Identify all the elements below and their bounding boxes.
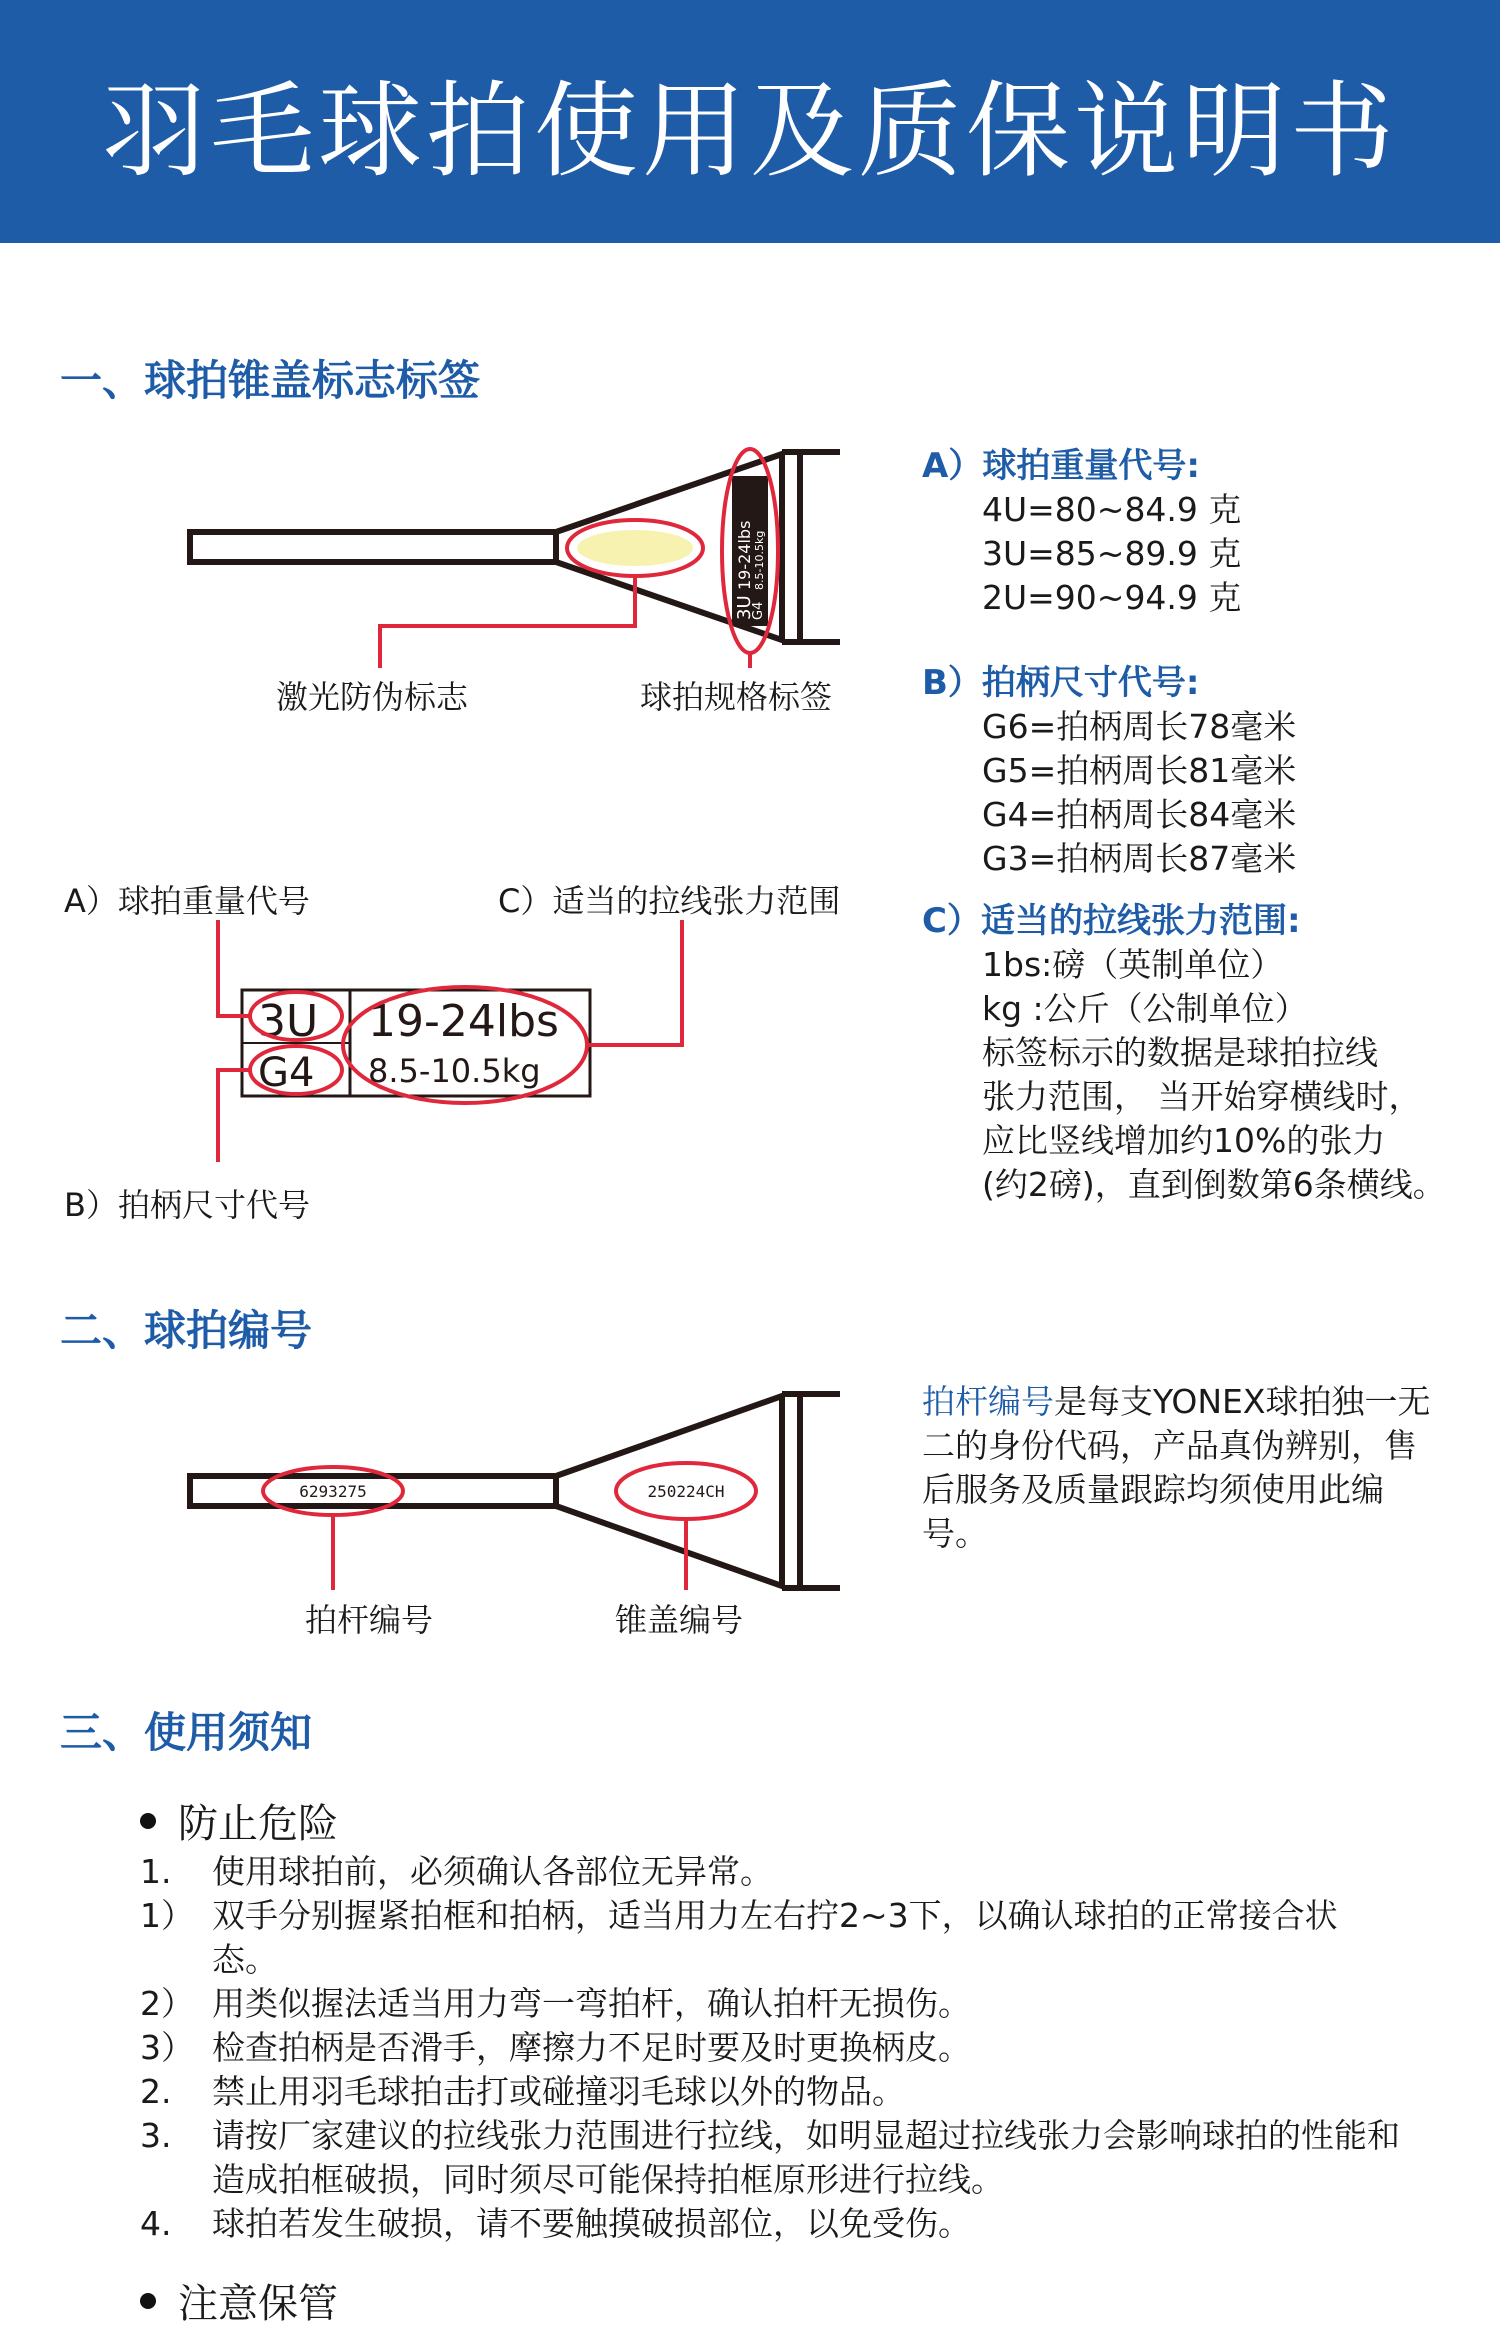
legend-b-line: G5=拍柄周长81毫米 — [982, 751, 1297, 790]
list-item-num: 3） — [140, 2028, 194, 2067]
list-item-num: 2） — [140, 1984, 194, 2023]
legend-c-line: (约2磅)，直到倒数第6条横线。 — [982, 1165, 1446, 1204]
spec-legend — [922, 444, 1446, 1207]
serial-description — [922, 1380, 1442, 1556]
cap-serial: 250224CH — [647, 1482, 725, 1501]
section-3-title: 三、使用须知 — [60, 1708, 313, 1757]
legend-c-line: 标签标示的数据是球拍拉线 — [982, 1033, 1378, 1072]
list-item-num: 4. — [140, 2204, 172, 2243]
legend-c-line: 应比竖线增加约10%的张力 — [982, 1121, 1386, 1160]
zoom-weight: 3U — [258, 996, 319, 1047]
list-item — [140, 1850, 1400, 1894]
sticker-weight: 3U — [734, 595, 755, 620]
bullet-icon — [140, 1813, 156, 1829]
list-item-num: 1. — [140, 1852, 172, 1891]
list-item — [140, 1894, 1400, 1982]
list-item-num: 3. — [140, 2116, 172, 2155]
list-item-num: 2. — [140, 2072, 172, 2111]
legend-b-title: B）拍柄尺寸代号: — [922, 663, 1200, 703]
legend-c-title: C）适当的拉线张力范围: — [922, 901, 1301, 941]
legend-a-line: 3U=85~89.9 克 — [982, 534, 1242, 573]
legend-a-line: 2U=90~94.9 克 — [982, 578, 1242, 617]
list-item-text: 请按厂家建议的拉线张力范围进行拉线，如明显超过拉线张力会影响球拍的性能和造成拍框破损，同时须尽可能保持拍框原形进行拉线。 — [212, 2116, 1400, 2199]
section-2-title: 二、球拍编号 — [60, 1306, 313, 1355]
laser-label: 激光防伪标志 — [276, 678, 469, 716]
zoom-grip: G4 — [258, 1050, 315, 1096]
list-item-text: 双手分别握紧拍框和拍柄，适当用力左右拧2~3下，以确认球拍的正常接合状态。 — [212, 1896, 1338, 1979]
legend-c-line: 张力范围， 当开始穿横线时， — [982, 1077, 1422, 1116]
legend-c-line: kg :公斤（公制单位） — [982, 989, 1308, 1028]
serial-desc-rest: 是每支YONEX球拍独一无二的身份代码，产品真伪辨别，售后服务及质量跟踪均须使用此编号。 — [922, 1382, 1431, 1553]
legend-b-line: G6=拍柄周长78毫米 — [982, 707, 1297, 746]
sticker-zoom-diagram — [200, 920, 700, 1170]
subheading-safety-text: 防止危险 — [178, 1801, 338, 1847]
racket-serial-diagram — [170, 1380, 870, 1630]
cap-serial-label: 锥盖编号 — [615, 1601, 744, 1639]
subheading-safety — [140, 1792, 338, 1849]
legend-b-line: G3=拍柄周长87毫米 — [982, 839, 1297, 878]
list-item-text: 使用球拍前，必须确认各部位无异常。 — [212, 1852, 773, 1891]
header-banner — [0, 0, 1500, 243]
list-item — [140, 2202, 1400, 2246]
safety-list — [140, 1850, 1400, 2246]
shaft-serial: 6293275 — [299, 1482, 367, 1501]
sticker-grip: G4 — [751, 601, 766, 620]
zoom-label-grip: B）拍柄尺寸代号 — [64, 1186, 310, 1224]
legend-a-line: 4U=80~84.9 克 — [982, 490, 1242, 529]
list-item — [140, 1982, 1400, 2026]
sticker-lbs: 19-24lbs — [735, 520, 754, 590]
section-1-title: 一、球拍锥盖标志标签 — [60, 356, 481, 405]
legend-a-title: A）球拍重量代号: — [922, 446, 1200, 486]
list-item-text: 禁止用羽毛球拍击打或碰撞羽毛球以外的物品。 — [212, 2072, 905, 2111]
sticker-kg: 8.5-10.5kg — [753, 530, 766, 590]
serial-highlight: 拍杆编号 — [922, 1382, 1054, 1421]
list-item — [140, 2070, 1400, 2114]
zoom-label-tension: C）适当的拉线张力范围 — [498, 882, 841, 920]
list-item — [140, 2026, 1400, 2070]
zoom-label-weight: A）球拍重量代号 — [64, 882, 310, 920]
legend-c-line: 1bs:磅（英制单位） — [982, 945, 1284, 984]
spec-label: 球拍规格标签 — [640, 678, 833, 716]
page-title: 羽毛球拍使用及质保说明书 — [101, 69, 1398, 192]
list-item-text: 检查拍柄是否滑手，摩擦力不足时要及时更换柄皮。 — [212, 2028, 971, 2067]
zoom-kg: 8.5-10.5kg — [368, 1052, 541, 1090]
list-item-num: 1） — [140, 1896, 194, 1935]
list-item-text: 用类似握法适当用力弯一弯拍杆，确认拍杆无损伤。 — [212, 1984, 971, 2023]
bullet-icon — [140, 2293, 156, 2309]
list-item-text: 球拍若发生破损，请不要触摸破损部位，以免受伤。 — [212, 2204, 971, 2243]
legend-b-line: G4=拍柄周长84毫米 — [982, 795, 1297, 834]
subheading-storage — [140, 2272, 338, 2329]
list-item — [140, 2114, 1400, 2202]
subheading-storage-text: 注意保管 — [178, 2281, 338, 2327]
shaft-serial-label: 拍杆编号 — [305, 1601, 434, 1639]
zoom-lbs: 19-24lbs — [368, 996, 559, 1047]
